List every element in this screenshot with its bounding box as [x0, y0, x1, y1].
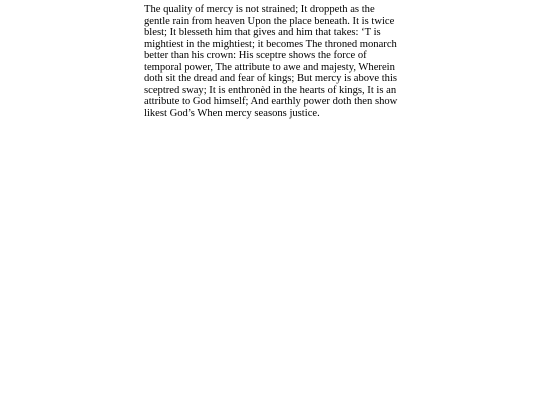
body-paragraph: The quality of mercy is not strained; It droppeth as the gentle rain from heaven Upon the place beneath. It is twice blest; It blesseth him that gives and him that takes: ‘T is mightiest in the mightiest; it becomes The throned monarch better than his crown: His sceptre shows the force of temporal power, The attribute to awe and majesty, Wherein doth sit the dread and fear of kings; But mercy is above this sceptred sway; It is enthronèd in the hearts of kings, It is an attribute to God himself; And earthly power doth then show likest God’s When mercy seasons justice. [144, 4, 398, 119]
